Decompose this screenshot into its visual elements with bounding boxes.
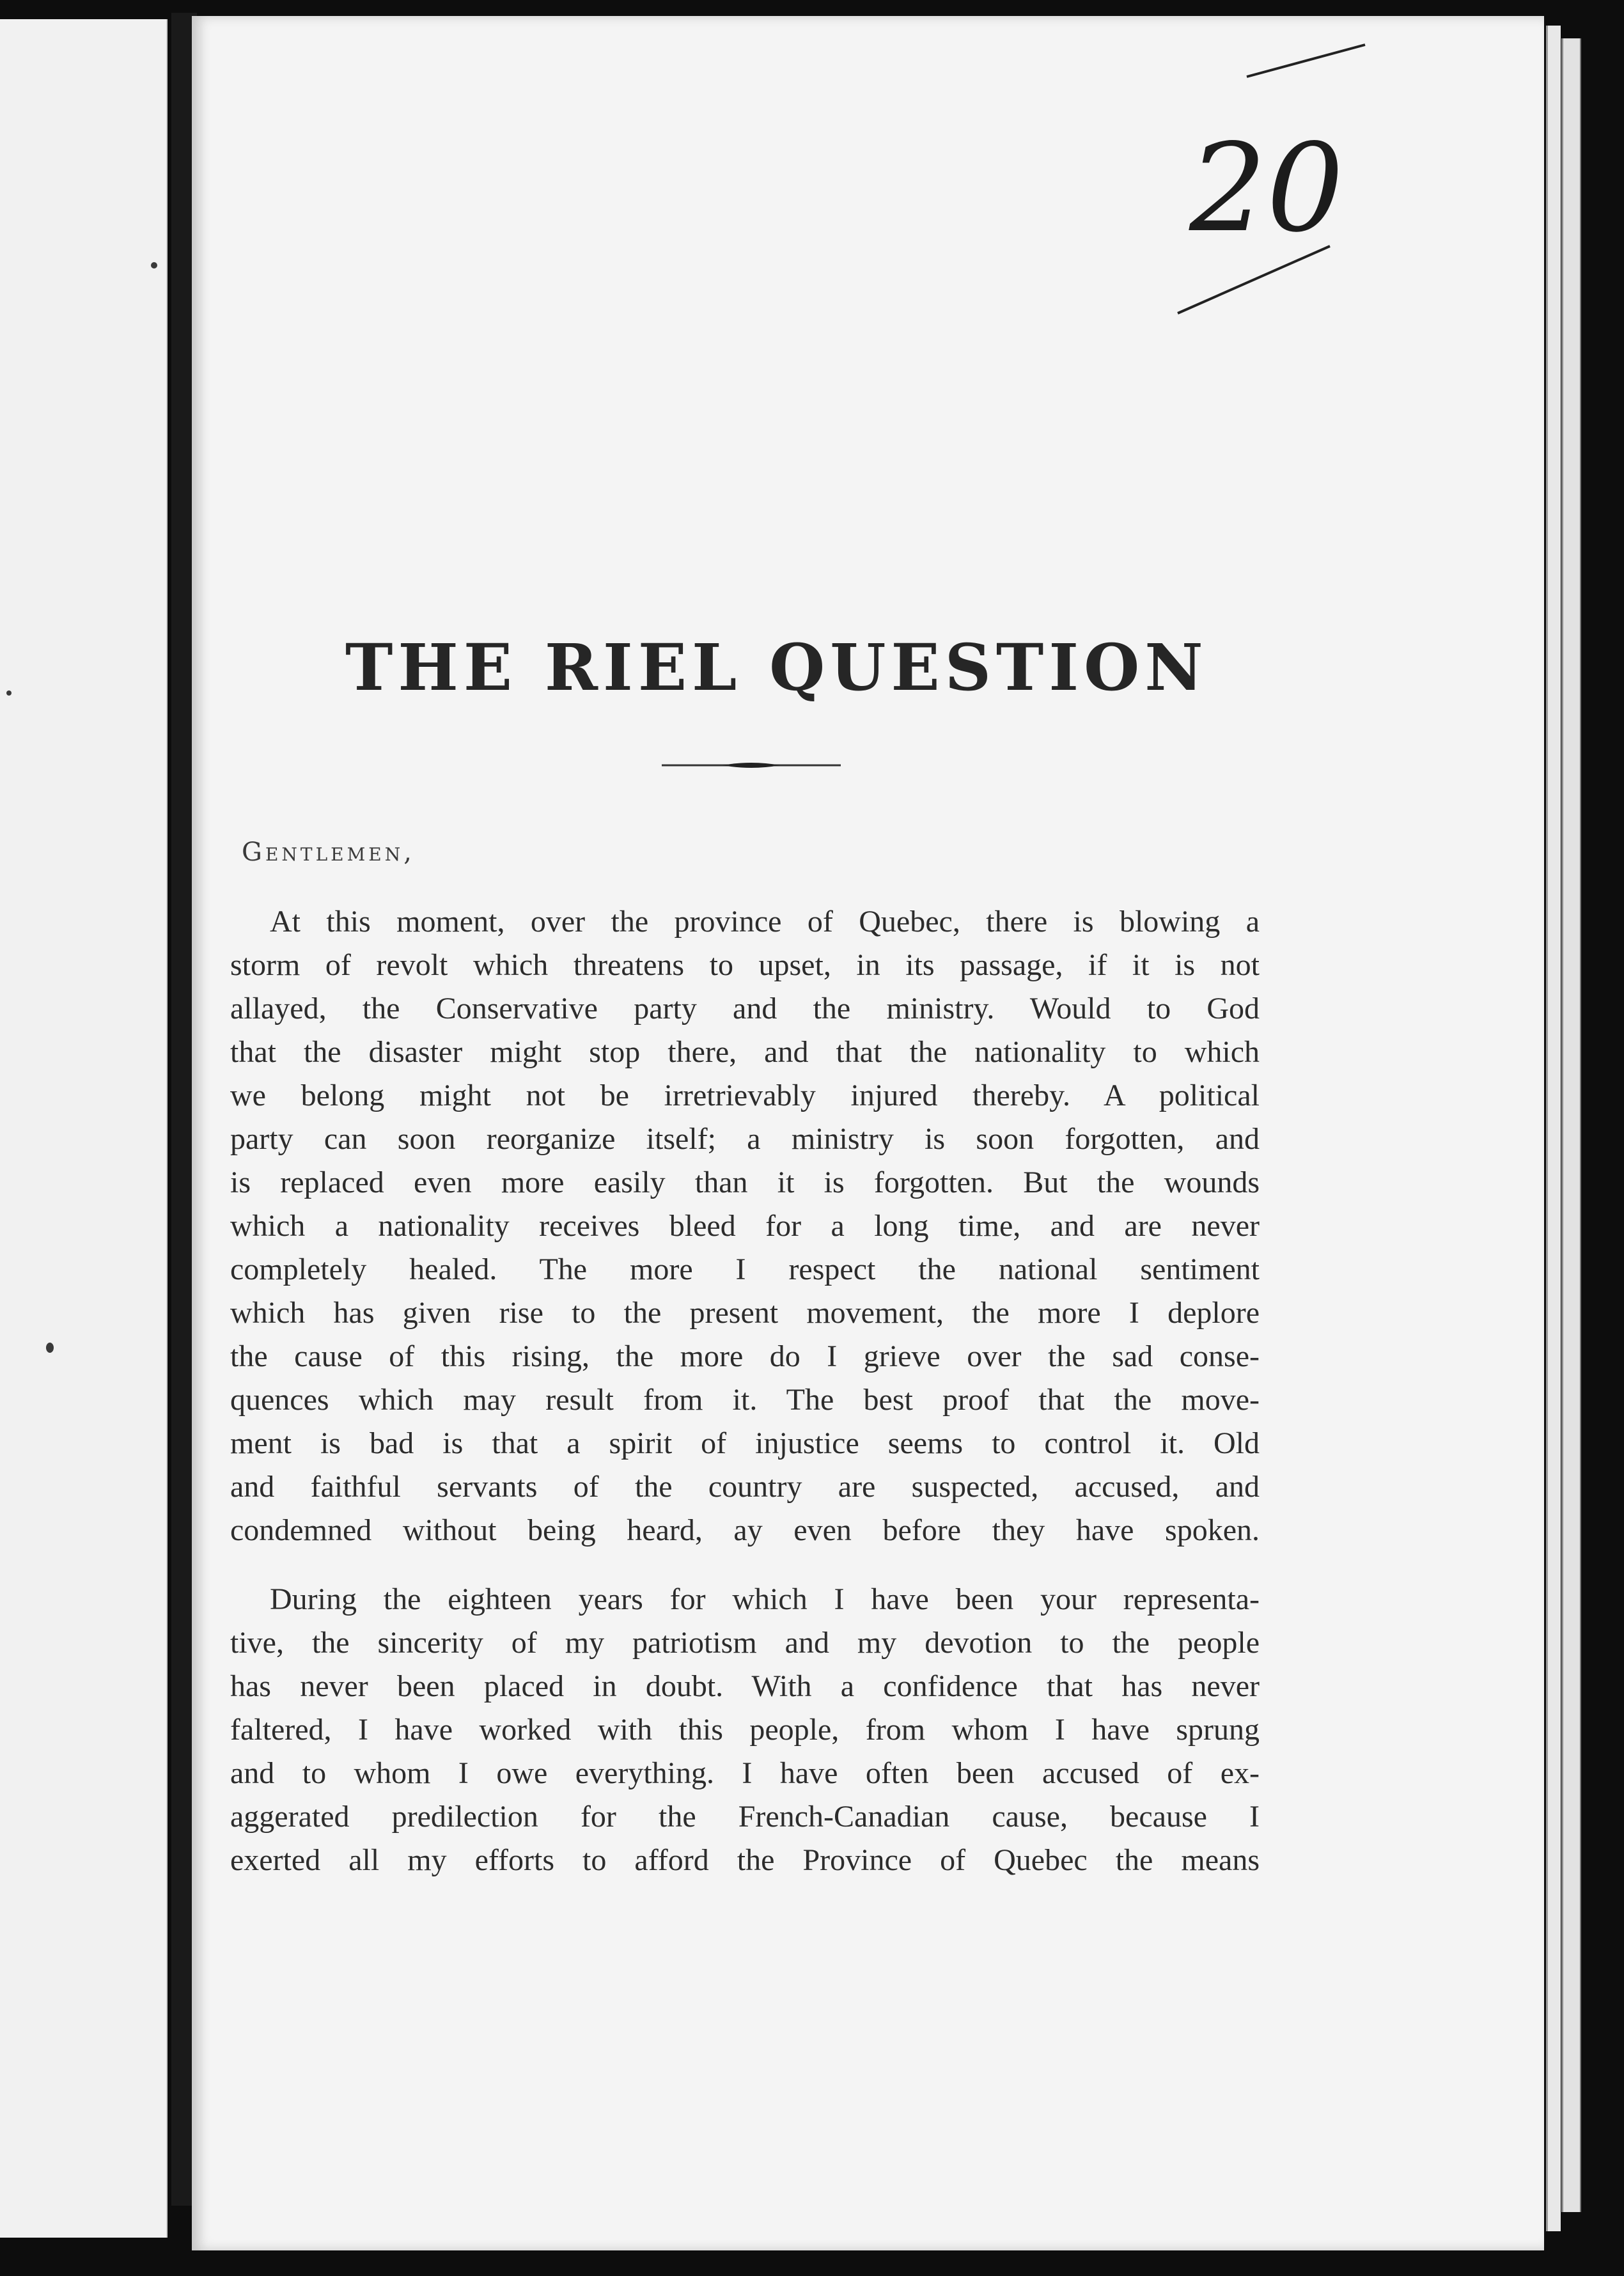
text-line: is replaced even more easily than it is forgotten. But the wounds (230, 1165, 1260, 1199)
page-title: THE RIEL QUESTION (345, 630, 1208, 705)
text-line: During the eighteen years for which I have been your representa- (270, 1582, 1260, 1616)
text-line: At this moment, over the province of Quebec, there is blowing a (270, 905, 1260, 939)
text-line: that the disaster might stop there, and that the nationality to which (230, 1035, 1260, 1069)
page-edge (1561, 38, 1581, 2212)
text-line: faltered, I have worked with this people, from whom I have sprung (230, 1713, 1260, 1747)
folio-number-text: 20 (1189, 118, 1344, 259)
text-line: the cause of this rising, the more do I grieve over the sad conse- (230, 1339, 1260, 1373)
text-line: quences which may result from it. The best proof that the move- (230, 1383, 1260, 1417)
text-line: exerted all my efforts to afford the Province of Quebec the means (230, 1843, 1260, 1877)
text-line: party can soon reorganize itself; a ministry is soon forgotten, and (230, 1122, 1260, 1156)
page-edge (1546, 26, 1561, 2231)
text-line: which has given rise to the present movement, the more I deplore (230, 1296, 1260, 1330)
text-line: we belong might not be irretrievably injured thereby. A political (230, 1079, 1260, 1112)
ink-speck (151, 262, 157, 269)
text-line: aggerated predilection for the French-Canadian cause, because I (230, 1800, 1260, 1834)
text-line: and faithful servants of the country are suspected, accused, and (230, 1470, 1260, 1504)
salutation: Gentlemen, (242, 838, 415, 867)
title-ornament-rule (662, 761, 841, 770)
text-line: allayed, the Conservative party and the ministry. Would to God (230, 992, 1260, 1025)
text-line: and to whom I owe everything. I have often been accused of ex- (230, 1756, 1260, 1790)
ink-speck (6, 690, 12, 696)
text-line: completely healed. The more I respect the national sentiment (230, 1252, 1260, 1286)
text-line: condemned without being heard, ay even before they have spoken. (230, 1513, 1260, 1547)
text-line: has never been placed in doubt. With a confidence that has never (230, 1669, 1260, 1703)
handwritten-folio-number (1176, 38, 1368, 320)
text-line: which a nationality receives bleed for a long time, and are never (230, 1209, 1260, 1243)
ink-speck (46, 1343, 54, 1353)
paragraph-2 (230, 1578, 1260, 1882)
facing-page-left (0, 19, 168, 2238)
paragraph-1 (230, 900, 1260, 1552)
folio-stroke-top (1247, 45, 1365, 77)
text-line: storm of revolt which threatens to upset, in its passage, if it is not (230, 948, 1260, 982)
text-line: ment is bad is that a spirit of injustice seems to control it. Old (230, 1426, 1260, 1460)
text-line: tive, the sincerity of my patriotism and my devotion to the people (230, 1626, 1260, 1660)
